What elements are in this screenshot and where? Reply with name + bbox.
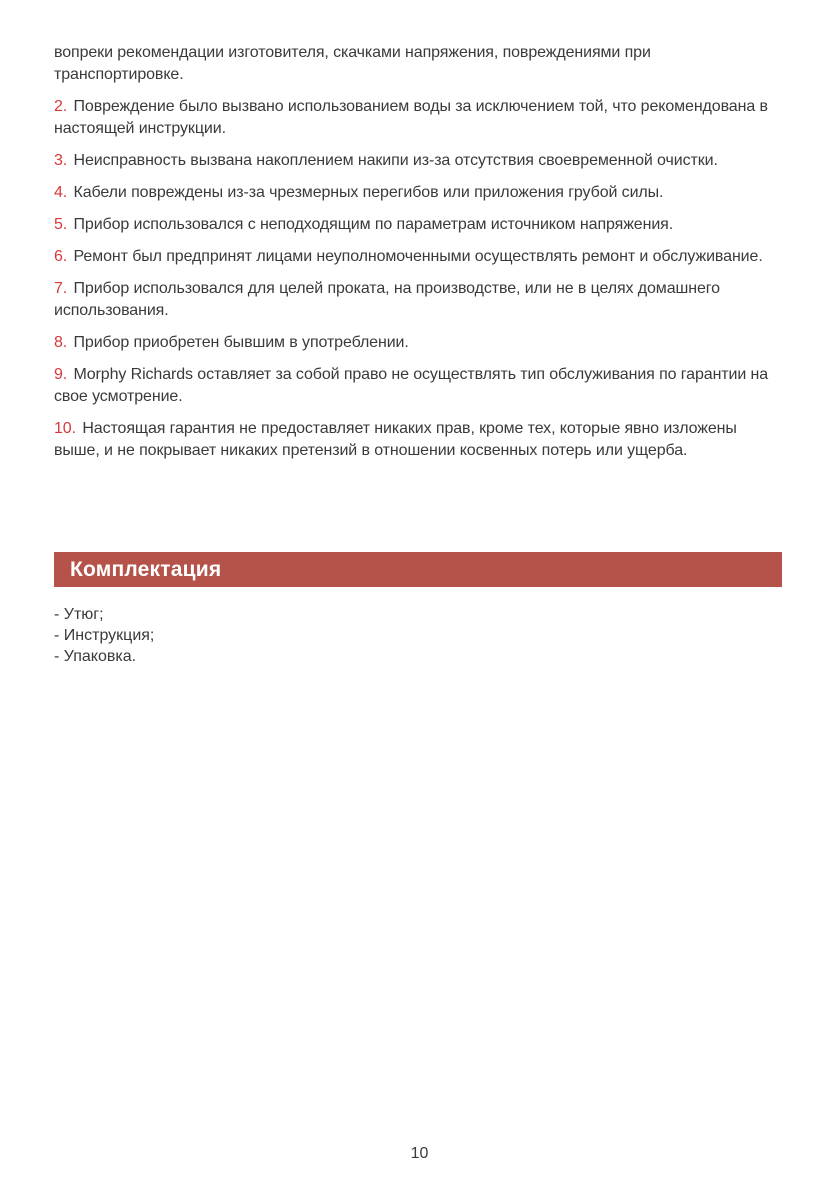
list-item xyxy=(54,364,782,408)
item-number: 2. xyxy=(54,98,68,115)
kit-item: - Утюг; xyxy=(54,606,104,623)
list-item xyxy=(54,246,782,268)
item-number: 4. xyxy=(54,184,68,201)
item-text: Неисправность вызвана накоплением накипи из-за отсутствия своевременной очистки. xyxy=(73,152,718,169)
kit-item: - Инструкция; xyxy=(54,627,155,644)
list-item xyxy=(54,332,782,354)
item-text: Кабели повреждены из-за чрезмерных перегибов или приложения грубой силы. xyxy=(73,184,664,201)
page-number: 10 xyxy=(410,1145,429,1162)
item-number: 8. xyxy=(54,334,68,351)
item-text: Прибор использовался с неподходящим по параметрам источником напряжения. xyxy=(73,216,674,233)
section-header-bar xyxy=(54,552,782,587)
item-text: Повреждение было вызвано использованием воды за исключением той, что рекомендована в настоящей инструкции. xyxy=(54,98,768,137)
intro-paragraph: вопреки рекомендации изготовителя, скачками напряжения, повреждениями при транспортировке. xyxy=(54,44,651,83)
warranty-exclusions xyxy=(54,42,782,472)
list-item xyxy=(54,214,782,236)
item-text: Ремонт был предпринят лицами неуполномоченными осуществлять ремонт и обслуживание. xyxy=(73,248,763,265)
item-text: Morphy Richards оставляет за собой право не осуществлять тип обслуживания по гарантии на свое усмотрение. xyxy=(54,366,769,405)
list-item xyxy=(54,418,782,462)
item-text: Прибор приобретен бывшим в употреблении. xyxy=(73,334,409,351)
list-item xyxy=(54,96,782,140)
section-title: Комплектация xyxy=(70,558,222,581)
list-item xyxy=(54,278,782,322)
item-number: 3. xyxy=(54,152,68,169)
kit-item: - Упаковка. xyxy=(54,648,137,665)
kit-contents-list xyxy=(54,604,154,667)
item-number: 5. xyxy=(54,216,68,233)
item-number: 9. xyxy=(54,366,68,383)
item-number: 7. xyxy=(54,280,68,297)
item-number: 10. xyxy=(54,420,76,437)
list-item xyxy=(54,182,782,204)
item-text: Прибор использовался для целей проката, на производстве, или не в целях домашнего использования. xyxy=(54,280,720,319)
item-number: 6. xyxy=(54,248,68,265)
item-text: Настоящая гарантия не предоставляет никаких прав, кроме тех, которые явно изложены выше, и не покрывает никаких претензий в отношении косвенных потерь или ущерба. xyxy=(54,420,737,459)
list-item xyxy=(54,150,782,172)
